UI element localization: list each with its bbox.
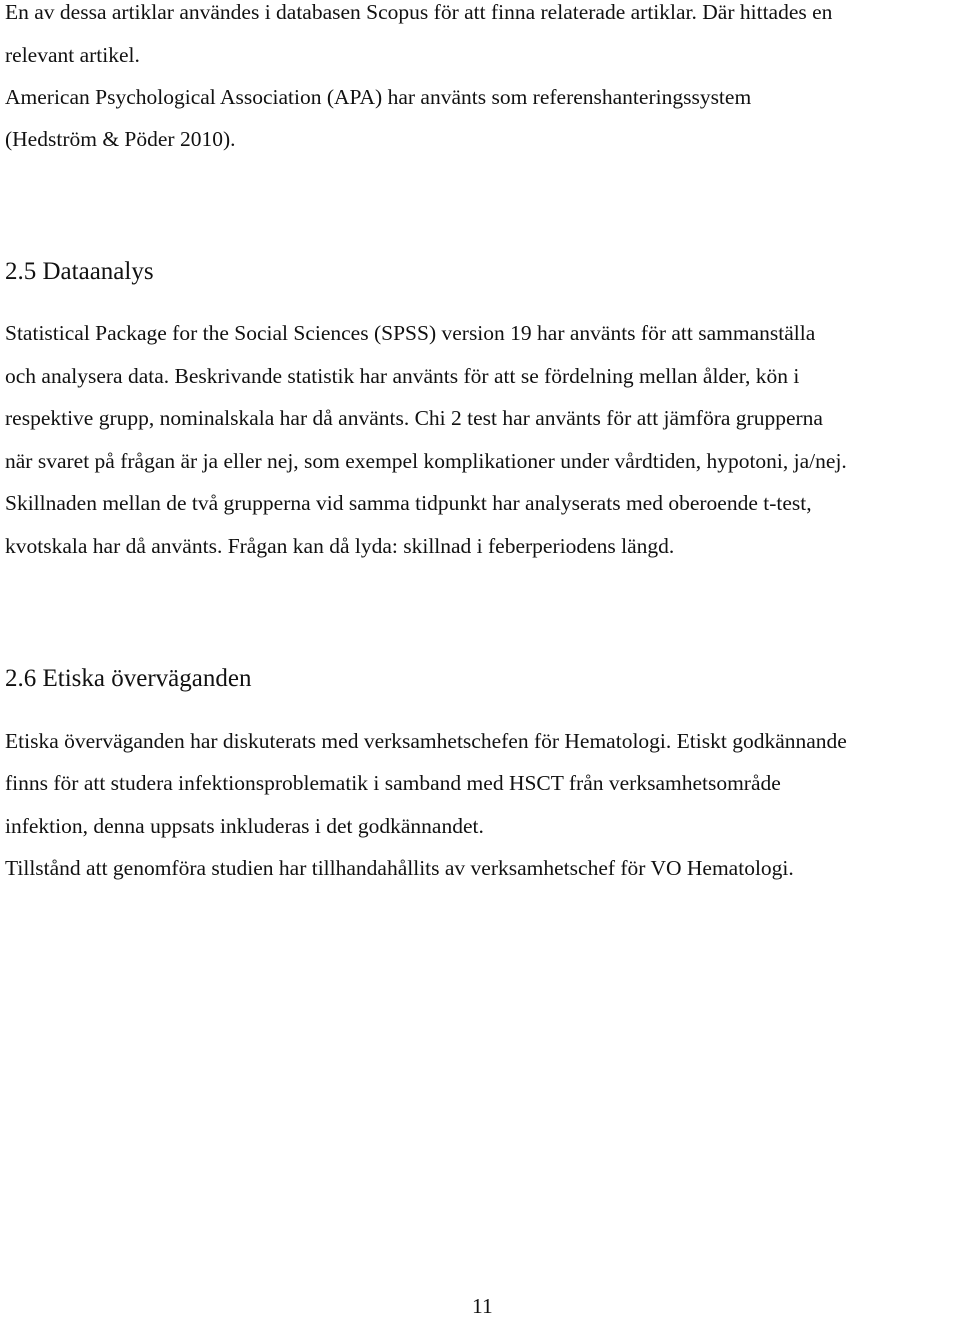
body-text-line: Statistical Package for the Social Sciences (SPSS) version 19 har använts för att sammanställa bbox=[5, 321, 816, 345]
body-text-line: relevant artikel. bbox=[5, 43, 140, 67]
body-text-line: infektion, denna uppsats inkluderas i det godkännandet. bbox=[5, 814, 484, 838]
body-text-line: när svaret på frågan är ja eller nej, som exempel komplikationer under vårdtiden, hypotoni, ja/nej. bbox=[5, 449, 847, 473]
section-heading-2-6: 2.6 Etiska överväganden bbox=[5, 665, 252, 692]
body-text-line: finns för att studera infektionsproblematik i samband med HSCT från verksamhetsområde bbox=[5, 771, 781, 795]
body-text-line: En av dessa artiklar användes i databasen Scopus för att finna relaterade artiklar. Där hittades en bbox=[5, 0, 833, 24]
page-number: 11 bbox=[472, 1294, 493, 1318]
section-heading-2-5: 2.5 Dataanalys bbox=[5, 258, 154, 285]
body-text-line: Tillstånd att genomföra studien har tillhandahållits av verksamhetschef för VO Hematologi. bbox=[5, 856, 794, 880]
body-text-line: kvotskala har då använts. Frågan kan då lyda: skillnad i feberperiodens längd. bbox=[5, 534, 675, 558]
body-text-line: Etiska överväganden har diskuterats med verksamhetschefen för Hematologi. Etiskt godkännande bbox=[5, 729, 847, 753]
body-text-line: Skillnaden mellan de två grupperna vid samma tidpunkt har analyserats med oberoende t-test, bbox=[5, 491, 812, 515]
body-text-line: (Hedström & Pöder 2010). bbox=[5, 127, 236, 151]
body-text-line: och analysera data. Beskrivande statistik har använts för att se fördelning mellan ålder, kön i bbox=[5, 364, 800, 388]
body-text-line: American Psychological Association (APA) har använts som referenshanteringssystem bbox=[5, 85, 752, 109]
body-text-line: respektive grupp, nominalskala har då använts. Chi 2 test har använts för att jämföra grupperna bbox=[5, 406, 823, 430]
